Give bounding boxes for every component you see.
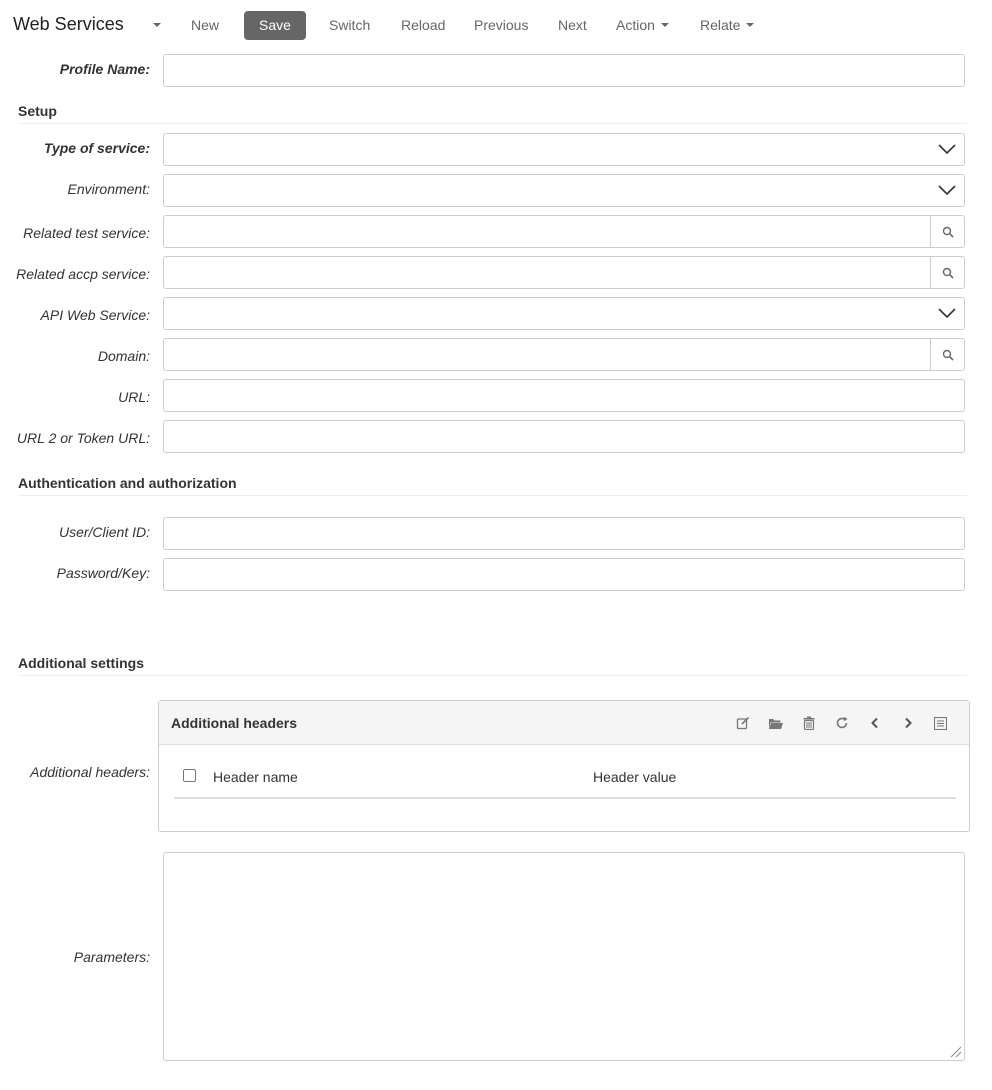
action-menu-label: Action [616, 17, 655, 33]
url2-label: URL 2 or Token URL: [16, 430, 150, 446]
related-accp-service-field[interactable] [163, 256, 965, 289]
parameters-label: Parameters: [73, 949, 150, 965]
previous-button[interactable]: Previous [474, 17, 529, 33]
related-test-service-field[interactable] [163, 215, 965, 248]
search-icon [942, 226, 954, 238]
related-test-service-search-button[interactable] [930, 216, 964, 247]
reload-button[interactable]: Reload [401, 17, 446, 33]
panel-title: Additional headers [171, 715, 298, 731]
toolbar [0, 0, 992, 50]
headers-grid-header [174, 769, 956, 799]
action-menu-button[interactable] [601, 11, 684, 40]
chevron-left-icon[interactable] [858, 713, 891, 733]
switch-button[interactable]: Switch [329, 17, 371, 33]
chevron-down-icon [746, 23, 754, 27]
resize-grip-icon[interactable] [950, 1046, 962, 1058]
new-button[interactable]: New [191, 17, 220, 33]
column-header-name[interactable]: Header name [213, 769, 298, 785]
section-authentication-title: Authentication and authorization [18, 475, 967, 496]
user-client-id-input[interactable] [163, 517, 965, 550]
type-of-service-select[interactable] [163, 133, 965, 166]
additional-headers-label: Additional headers: [30, 764, 150, 780]
relate-menu-button[interactable] [685, 11, 769, 40]
trash-icon[interactable] [792, 713, 825, 733]
relate-menu-label: Relate [700, 17, 741, 33]
domain-label: Domain: [97, 348, 150, 364]
panel-header [159, 701, 969, 745]
profile-name-label: Profile Name: [59, 61, 150, 77]
edit-icon[interactable] [726, 713, 759, 733]
list-icon[interactable] [924, 713, 957, 733]
related-test-service-label: Related test service: [23, 225, 150, 241]
domain-search-button[interactable] [930, 339, 964, 370]
user-client-id-label: User/Client ID: [58, 524, 150, 540]
search-icon [942, 349, 954, 361]
url-label: URL: [118, 389, 150, 405]
related-accp-service-label: Related accp service: [16, 266, 150, 282]
refresh-icon[interactable] [825, 713, 858, 733]
api-web-service-select[interactable] [163, 297, 965, 330]
title-dropdown-caret-icon[interactable] [153, 23, 161, 27]
select-all-checkbox[interactable] [183, 769, 196, 782]
next-button[interactable]: Next [558, 17, 587, 33]
panel-toolbar [726, 713, 957, 733]
related-accp-service-search-button[interactable] [930, 257, 964, 288]
environment-select[interactable] [163, 174, 965, 207]
additional-headers-panel [158, 700, 970, 832]
chevron-down-icon [661, 23, 669, 27]
type-of-service-label: Type of service: [43, 140, 150, 156]
chevron-down-icon [938, 307, 956, 319]
password-key-label: Password/Key: [56, 565, 150, 581]
url2-input[interactable] [163, 420, 965, 453]
chevron-right-icon[interactable] [891, 713, 924, 733]
search-icon [942, 267, 954, 279]
password-key-input[interactable] [163, 558, 965, 591]
app-title: Web Services [13, 14, 124, 34]
api-web-service-label: API Web Service: [40, 307, 150, 323]
profile-name-input[interactable] [163, 54, 965, 87]
save-button[interactable]: Save [244, 11, 306, 40]
parameters-textarea[interactable] [163, 852, 965, 1061]
section-additional-settings-title: Additional settings [18, 655, 967, 676]
environment-label: Environment: [67, 181, 150, 197]
open-folder-icon[interactable] [759, 713, 792, 733]
chevron-down-icon [938, 143, 956, 155]
section-setup-title: Setup [18, 103, 967, 124]
url-input[interactable] [163, 379, 965, 412]
chevron-down-icon [938, 184, 956, 196]
column-header-value[interactable]: Header value [593, 769, 677, 785]
domain-field[interactable] [163, 338, 965, 371]
